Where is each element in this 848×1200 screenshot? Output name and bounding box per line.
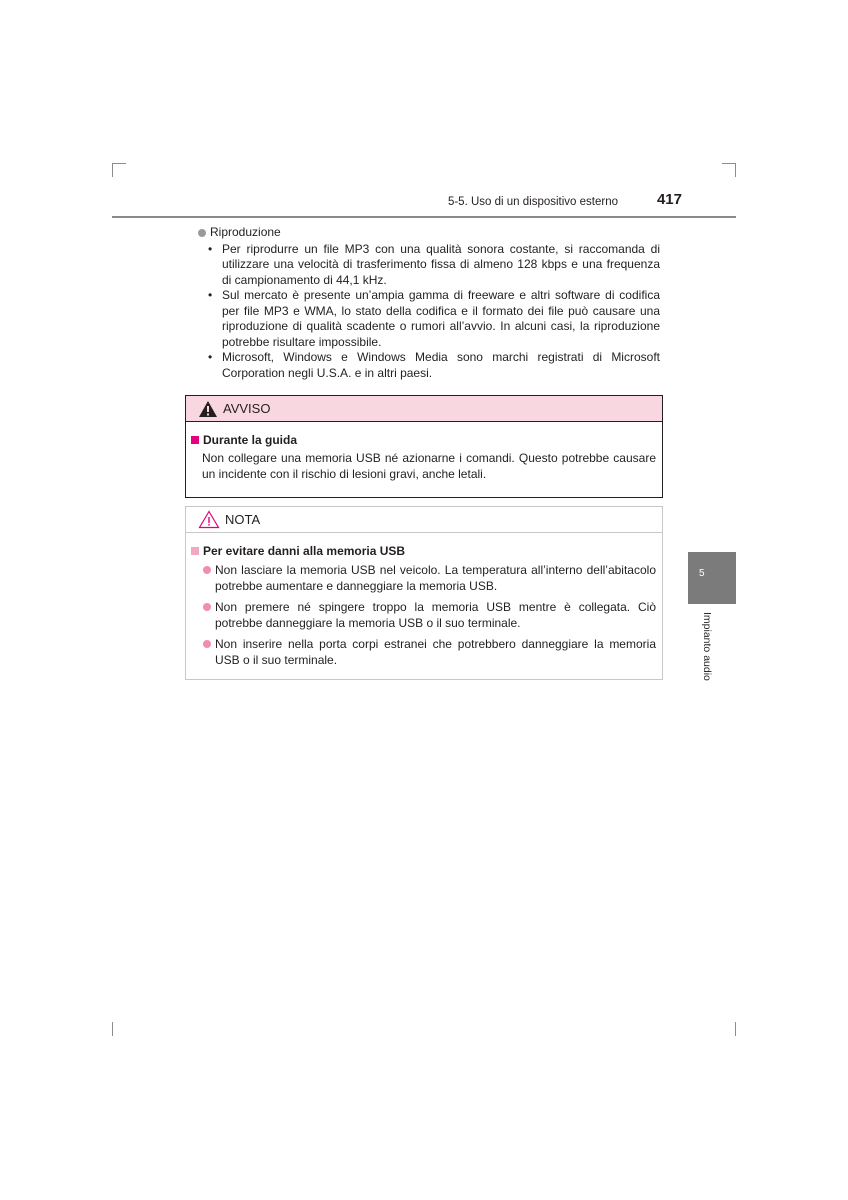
caution-triangle-icon [198, 510, 220, 529]
crop-mark [112, 163, 126, 164]
list-item [198, 350, 660, 381]
warning-body [186, 422, 662, 483]
warning-subheading-text: Durante la guida [203, 433, 298, 447]
note-subheading [191, 543, 656, 560]
crop-mark [112, 1022, 113, 1036]
playback-heading [198, 225, 660, 241]
gray-bullet-icon [198, 229, 206, 237]
page-number: 417 [656, 191, 682, 208]
warning-subheading [191, 432, 656, 449]
bullet-icon: • [208, 241, 213, 256]
warning-text: Non collegare una memoria USB né azionarne i comandi. Questo potrebbe causare un incidente con il rischio di lesioni gravi, anche letali. [202, 450, 656, 481]
section-title: 5-5. Uso di un dispositivo esterno [447, 196, 618, 208]
playback-bullet-list [198, 242, 660, 382]
bullet-icon: • [208, 350, 213, 364]
note-title: NOTA [225, 512, 261, 527]
list-item-text: Non lasciare la memoria USB nel veicolo. La temperatura all’interno dell’abitacolo potrebbe aumentare e danneggiare la memoria USB. [215, 562, 656, 593]
note-subheading-text: Per evitare danni alla memoria USB [203, 544, 406, 558]
pink-dot-icon [203, 566, 211, 574]
chapter-tab [688, 552, 736, 604]
list-item [191, 599, 656, 632]
bullet-icon: • [208, 288, 213, 302]
list-item [191, 636, 656, 669]
warning-header [186, 396, 662, 422]
pink-square-icon [191, 547, 199, 555]
list-item [198, 288, 660, 350]
pink-dot-icon [203, 640, 211, 648]
note-body [186, 533, 662, 669]
crop-mark [735, 163, 736, 177]
warning-triangle-icon [198, 400, 218, 418]
note-header [186, 507, 662, 533]
list-item-text: Per riprodurre un file MP3 con una qualità sonora costante, si raccomanda di utilizzare una velocità di trasferimento fissa di almeno 128 kbps e una frequenza di campionamento di 44,1 kHz. [222, 241, 660, 287]
pink-dot-icon [203, 603, 211, 611]
list-item-text: Non inserire nella porta corpi estranei che potrebbero danneggiare la memoria USB o il suo terminale. [215, 636, 656, 667]
crop-mark [722, 163, 736, 164]
chapter-number: 5 [699, 568, 705, 579]
list-item-text: Non premere né spingere troppo la memoria USB mentre è collegata. Ciò potrebbe danneggiare la memoria USB o il suo terminale. [215, 599, 656, 630]
header-rule [112, 216, 736, 218]
note-box [185, 506, 663, 680]
playback-heading-text: Riproduzione [210, 225, 281, 239]
list-item [198, 242, 660, 289]
warning-title: AVVISO [223, 401, 271, 416]
list-item-text: Sul mercato è presente un’ampia gamma di freeware e altri software di codifica per file MP3 e WMA, lo stato della codifica e il formato dei file può causare una riproduzione di qualità scadente o rumori all’avvio. In alcuni casi, la riproduzione potrebbe risultare impossibile. [222, 288, 660, 349]
list-item [191, 562, 656, 595]
note-list [191, 562, 656, 669]
chapter-label: Impianto audio [701, 612, 713, 681]
magenta-square-icon [191, 436, 199, 444]
playback-section [198, 225, 660, 381]
list-item-text: Microsoft, Windows e Windows Media sono marchi registrati di Microsoft Corporation negli U.S.A. e in altri paesi. [222, 350, 660, 380]
crop-mark [735, 1022, 736, 1036]
warning-box [185, 395, 663, 498]
crop-mark [112, 163, 113, 177]
